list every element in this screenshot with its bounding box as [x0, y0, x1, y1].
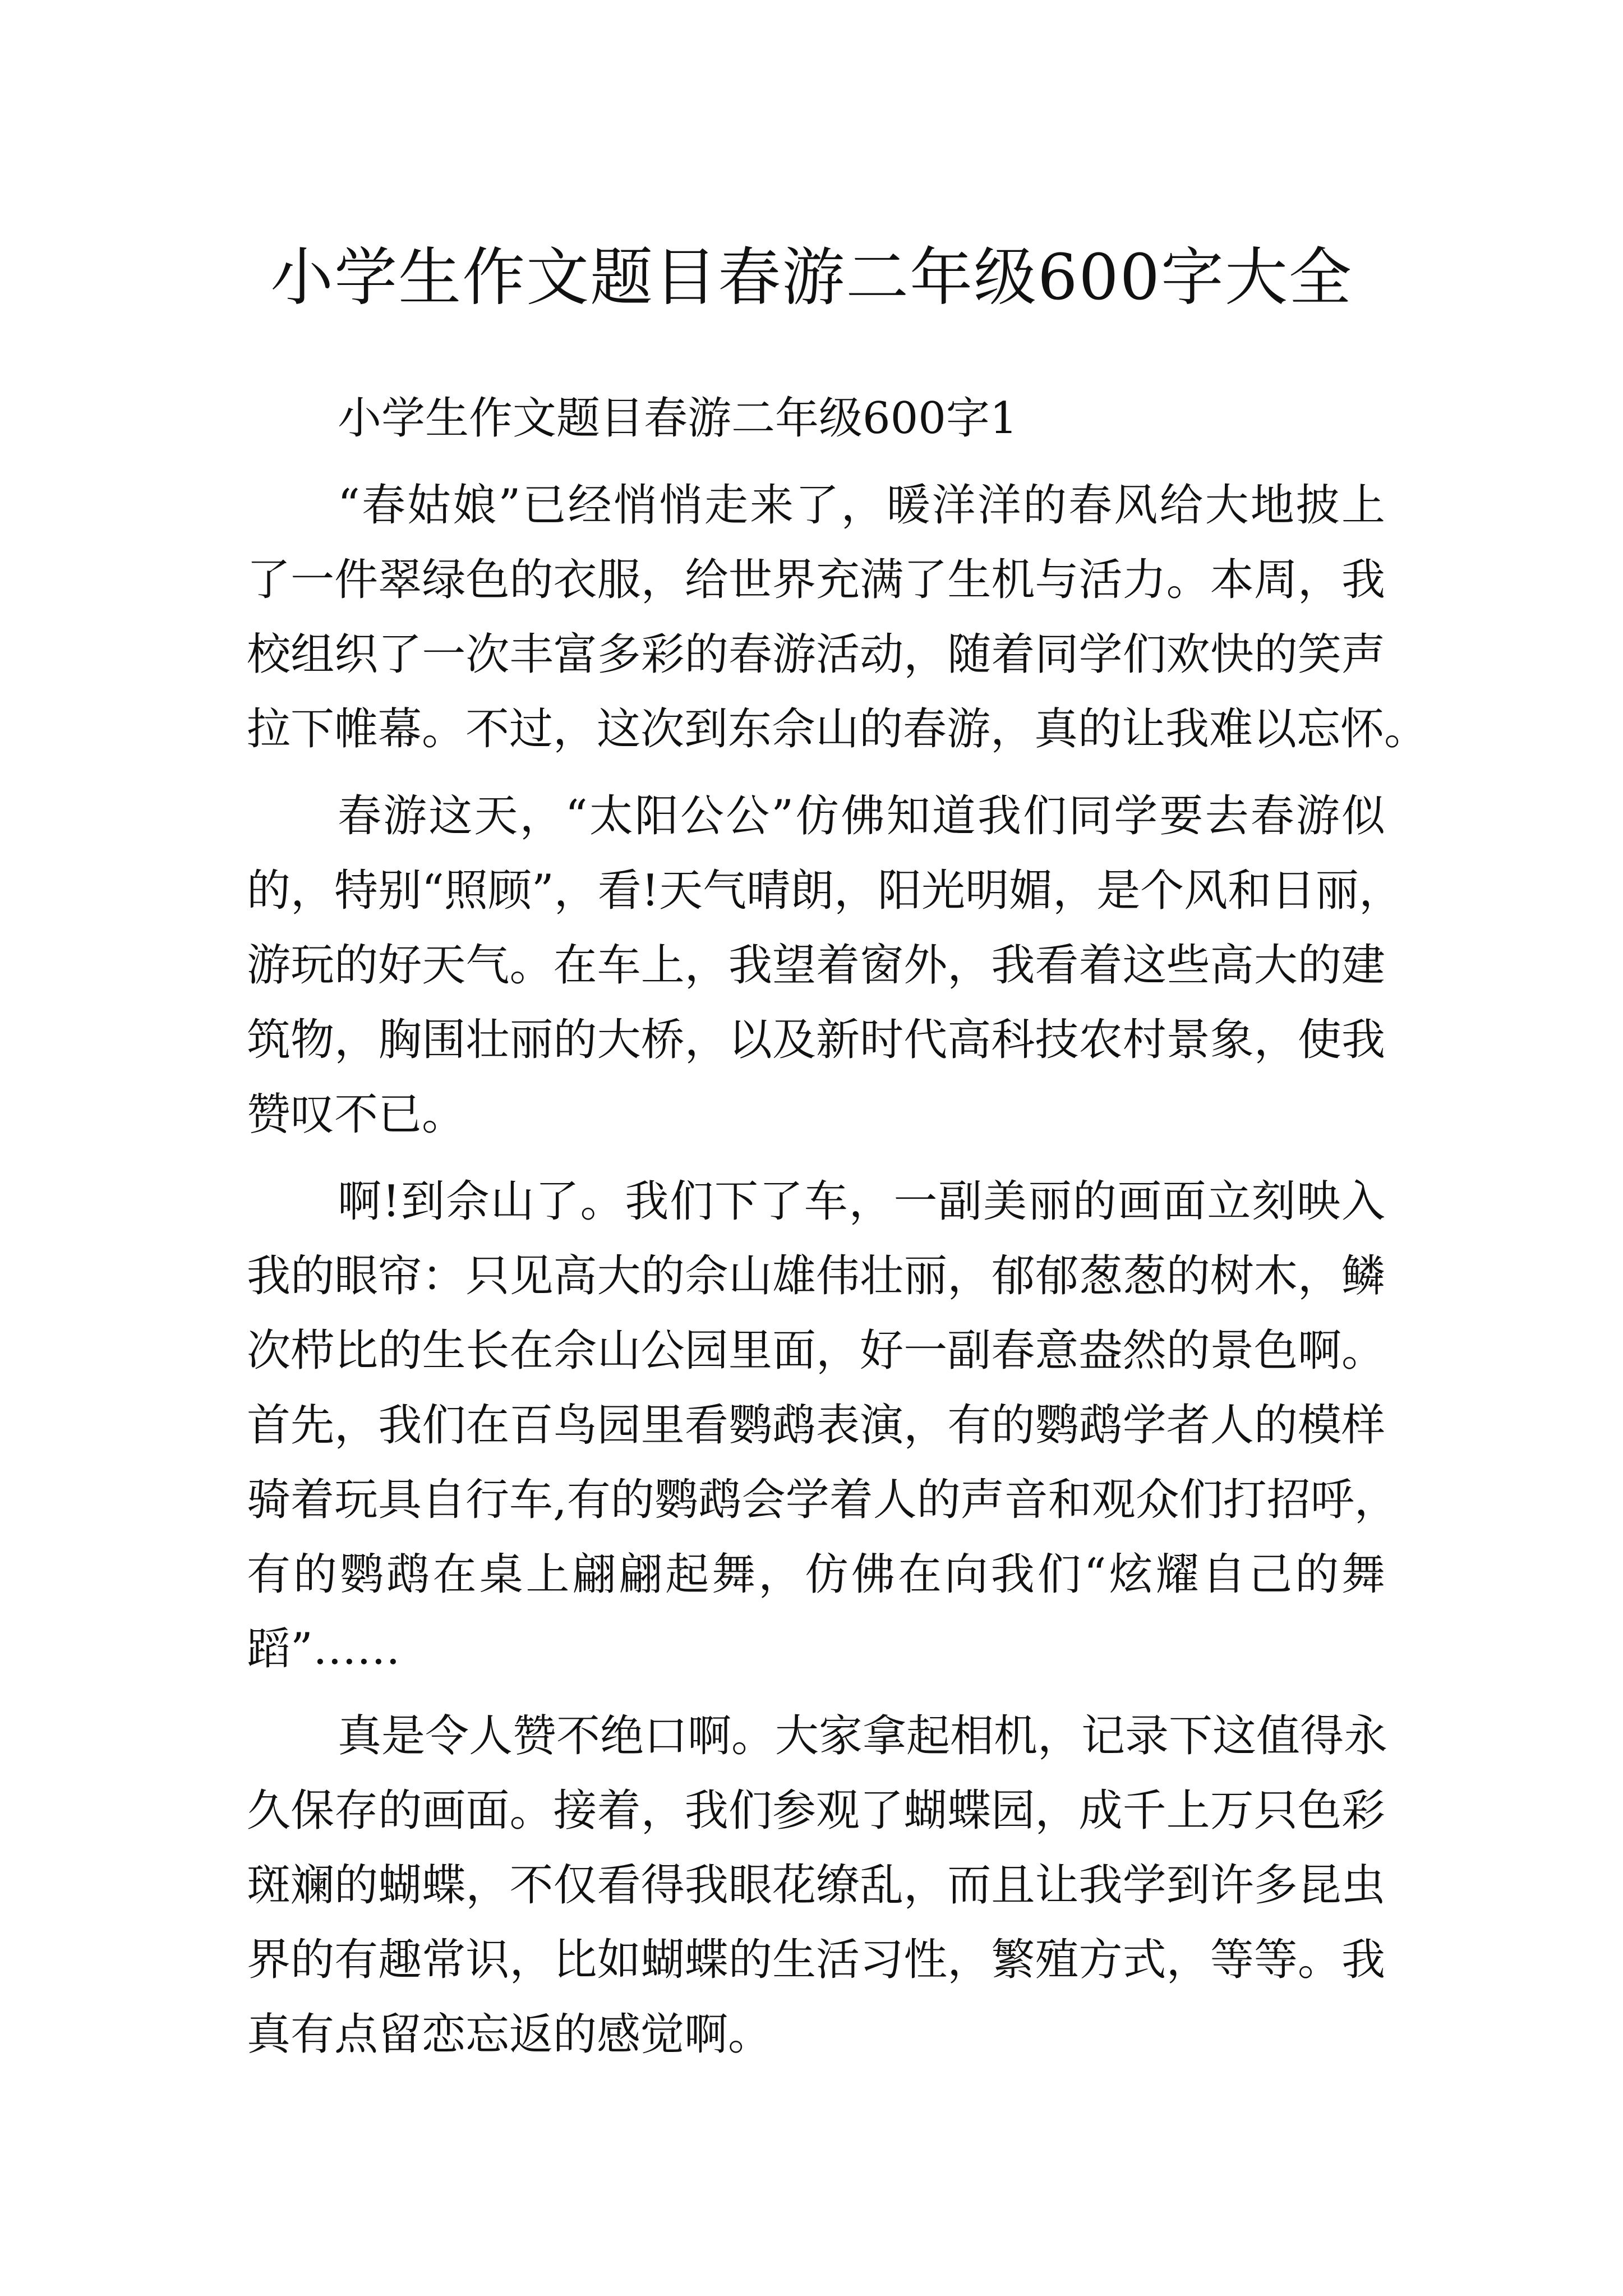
text-line: 有的鹦鹉在桌上翩翩起舞，仿佛在向我们“炫耀自己的舞	[247, 1549, 1385, 1600]
text-line: 筑物，胸围壮丽的大桥，以及新时代高科技农村景象，使我	[247, 1015, 1385, 1065]
section-heading: 小学生作文题目春游二年级600字1	[338, 393, 1018, 444]
text-line: 真是令人赞不绝口啊。大家拿起相机，记录下这值得永	[338, 1711, 1388, 1761]
text-line: 真有点留恋忘返的感觉啊。	[247, 2009, 772, 2060]
document-body	[247, 381, 1428, 2072]
text-line: 蹈”……	[247, 1624, 400, 1674]
text-line: “春姑娘”已经悄悄走来了，暖洋洋的春风给大地披上	[338, 480, 1385, 531]
document-title: 小学生作文题目春游二年级600字大全	[270, 241, 1353, 315]
text-line: 赞叹不已。	[247, 1089, 466, 1140]
paragraph-1	[247, 468, 1428, 767]
text-line: 春游这天，“太阳公公”仿佛知道我们同学要去春游似	[338, 791, 1385, 841]
text-line: 首先，我们在百鸟园里看鹦鹉表演，有的鹦鹉学者人的模样	[247, 1400, 1385, 1451]
text-line: 界的有趣常识，比如蝴蝶的生活习性，繁殖方式，等等。我	[247, 1935, 1385, 1985]
text-line: 久保存的画面。接着，我们参观了蝴蝶园，成千上万只色彩	[247, 1786, 1385, 1836]
text-line: 啊!到佘山了。我们下了车，一副美丽的画面立刻映入	[338, 1176, 1385, 1227]
text-line: 的，特别“照顾”，看!天气晴朗，阳光明媚，是个风和日丽，	[247, 866, 1403, 916]
paragraph-2	[247, 779, 1403, 1152]
text-line: 斑斓的蝴蝶，不仅看得我眼花缭乱，而且让我学到许多昆虫	[247, 1860, 1385, 1911]
text-line: 次栉比的生长在佘山公园里面，好一副春意盎然的景色啊。	[247, 1326, 1385, 1376]
text-line: 游玩的好天气。在车上，我望着窗外，我看着这些高大的建	[247, 940, 1385, 991]
text-line: 了一件翠绿色的衣服，给世界充满了生机与活力。本周，我	[247, 555, 1385, 605]
paragraph-4	[247, 1699, 1388, 2072]
text-line: 我的眼帘：只见高大的佘山雄伟壮丽，郁郁葱葱的树木，鳞	[247, 1251, 1385, 1301]
text-line: 校组织了一次丰富多彩的春游活动，随着同学们欢快的笑声	[247, 629, 1385, 680]
text-line: 拉下帷幕。不过，这次到东佘山的春游，真的让我难以忘怀。	[247, 704, 1428, 754]
text-line: 骑着玩具自行车,有的鹦鹉会学着人的声音和观众们打招呼，	[247, 1475, 1398, 1525]
paragraph-3	[247, 1165, 1398, 1687]
